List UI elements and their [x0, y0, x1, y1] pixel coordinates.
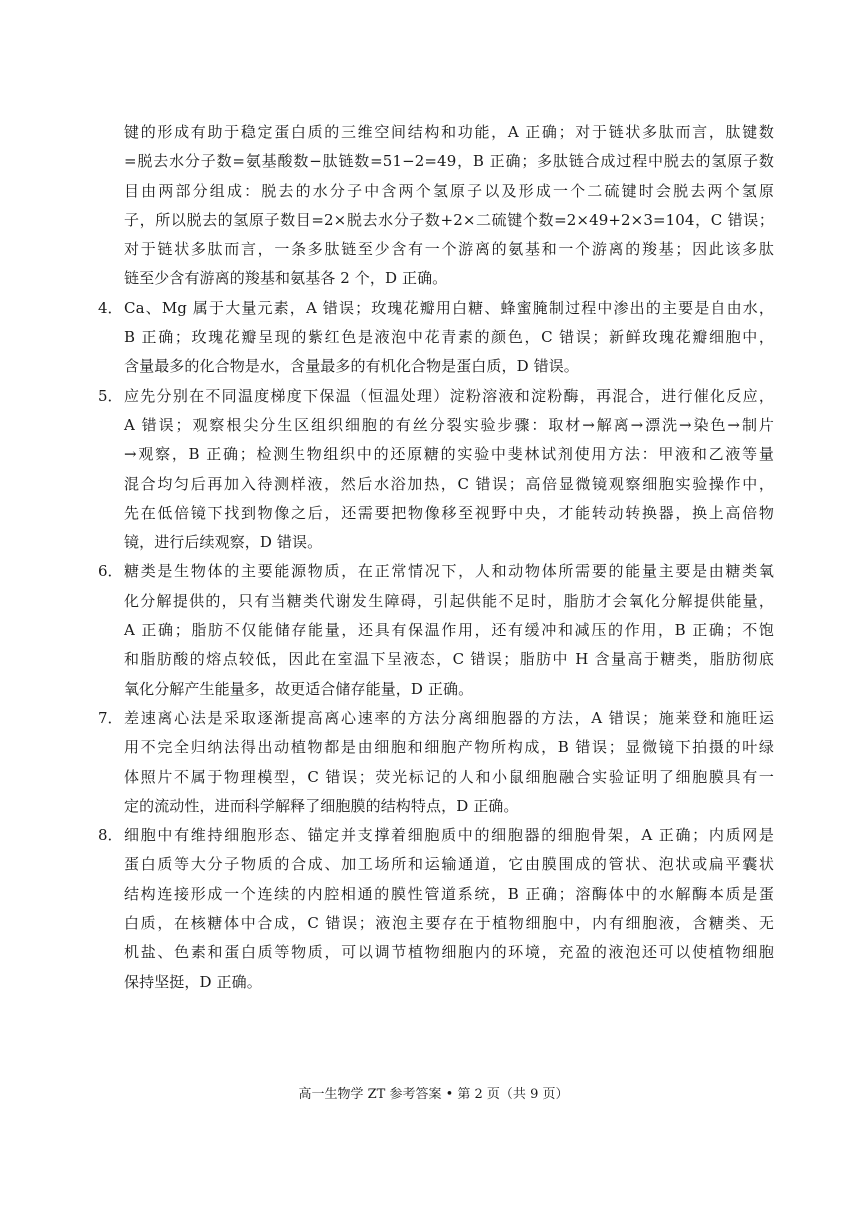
answer-line: 混合均匀后再加入待测样液，然后水浴加热，C 错误；高倍显微镜观察细胞实验操作中，	[124, 474, 774, 493]
answer-line: 蛋白质等大分子物质的合成、加工场所和运输通道，它由膜围成的管状、泡状或扁平囊状	[124, 855, 774, 874]
page-footer: 高一生物学 ZT 参考答案 • 第 2 页（共 9 页）	[298, 1087, 569, 1102]
answer-line: 镜，进行后续观察，D 错误。	[124, 533, 323, 552]
answer-line: 和脂肪酸的熔点较低，因此在室温下呈液态，C 错误；脂肪中 H 含量高于糖类，脂肪彻底	[124, 650, 774, 669]
answer-item	[98, 821, 774, 997]
answer-line: 子，所以脱去的氢原子数目=2×脱去水分子数+2×二硫键个数=2×49+2×3=104，C 错误；	[124, 210, 774, 229]
answer-item	[98, 557, 774, 703]
answer-number: 5．	[98, 386, 123, 405]
answer-line: 结构连接形成一个连续的内腔相通的膜性管道系统，B 正确；溶酶体中的水解酶本质是蛋	[124, 884, 774, 903]
answer-line: 化分解提供的，只有当糖类代谢发生障碍，引起供能不足时，脂肪才会氧化分解提供能量，	[124, 591, 774, 610]
answer-line: A 错误；观察根尖分生区组织细胞的有丝分裂实验步骤：取材→解离→漂洗→染色→制片	[124, 415, 774, 434]
answer-line: 糖类是生物体的主要能源物质，在正常情况下，人和动物体所需要的能量主要是由糖类氧	[124, 562, 774, 581]
answer-line: 白质，在核糖体中合成，C 错误；液泡主要存在于植物细胞中，内有细胞液，含糖类、无	[124, 914, 774, 933]
answer-number: 6．	[98, 562, 123, 581]
answer-item	[98, 382, 774, 558]
answer-line: 保持坚挺，D 正确。	[124, 972, 262, 991]
answer-line: 定的流动性，进而科学解释了细胞膜的结构特点，D 正确。	[124, 796, 519, 815]
answer-line: 应先分别在不同温度梯度下保温（恒温处理）淀粉溶液和淀粉酶，再混合，进行催化反应，	[124, 386, 774, 405]
answer-line: 先在低倍镜下找到物像之后，还需要把物像移至视野中央，才能转动转换器，换上高倍物	[124, 503, 774, 522]
answer-line: 氧化分解产生能量多，故更适合储存能量，D 正确。	[124, 679, 474, 698]
answer-item	[98, 294, 774, 382]
answer-number: 4．	[98, 298, 123, 317]
answer-line: =脱去水分子数=氨基酸数−肽链数=51−2=49，B 正确；多肽链合成过程中脱去的氢原子数	[124, 152, 774, 171]
answer-line: 含量最多的化合物是水，含量最多的有机化合物是蛋白质，D 错误。	[124, 357, 579, 376]
answer-item	[98, 704, 774, 821]
answer-line: 机盐、色素和蛋白质等物质，可以调节植物细胞内的环境，充盈的液泡还可以使植物细胞	[124, 943, 774, 962]
answer-line: →观察，B 正确；检测生物组织中的还原糖的实验中斐林试剂使用方法：甲液和乙液等量	[124, 445, 774, 464]
answer-line: 键的形成有助于稳定蛋白质的三维空间结构和功能，A 正确；对于链状多肽而言，肽键数	[124, 123, 774, 141]
answer-item	[124, 118, 774, 294]
answer-line: 差速离心法是采取逐渐提高离心速率的方法分离细胞器的方法，A 错误；施莱登和施旺运	[124, 708, 774, 727]
answer-number: 8．	[98, 826, 123, 845]
answer-number: 7．	[98, 708, 123, 727]
answer-content	[98, 118, 774, 997]
answer-line: 体照片不属于物理模型，C 错误；荧光标记的人和小鼠细胞融合实验证明了细胞膜具有一	[124, 767, 774, 786]
answer-line: A 正确；脂肪不仅能储存能量，还具有保温作用，还有缓冲和减压的作用，B 正确；不饱	[124, 621, 774, 640]
answer-line: Ca、Mg 属于大量元素，A 错误；玫瑰花瓣用白糖、蜂蜜腌制过程中渗出的主要是自由水，	[124, 298, 774, 317]
answer-line: 用不完全归纳法得出动植物都是由细胞和细胞产物所构成，B 错误；显微镜下拍摄的叶绿	[124, 738, 774, 757]
answer-line: B 正确；玫瑰花瓣呈现的紫红色是液泡中花青素的颜色，C 错误；新鲜玫瑰花瓣细胞中，	[124, 328, 774, 347]
answer-line: 链至少含有游离的羧基和氨基各 2 个，D 正确。	[124, 269, 448, 288]
answer-line: 对于链状多肽而言，一条多肽链至少含有一个游离的氨基和一个游离的羧基；因此该多肽	[124, 240, 774, 259]
answer-line: 目由两部分组成：脱去的水分子中含两个氢原子以及形成一个二硫键时会脱去两个氢原	[124, 181, 774, 200]
answer-line: 细胞中有维持细胞形态、锚定并支撑着细胞质中的细胞器的细胞骨架，A 正确；内质网是	[124, 826, 774, 845]
